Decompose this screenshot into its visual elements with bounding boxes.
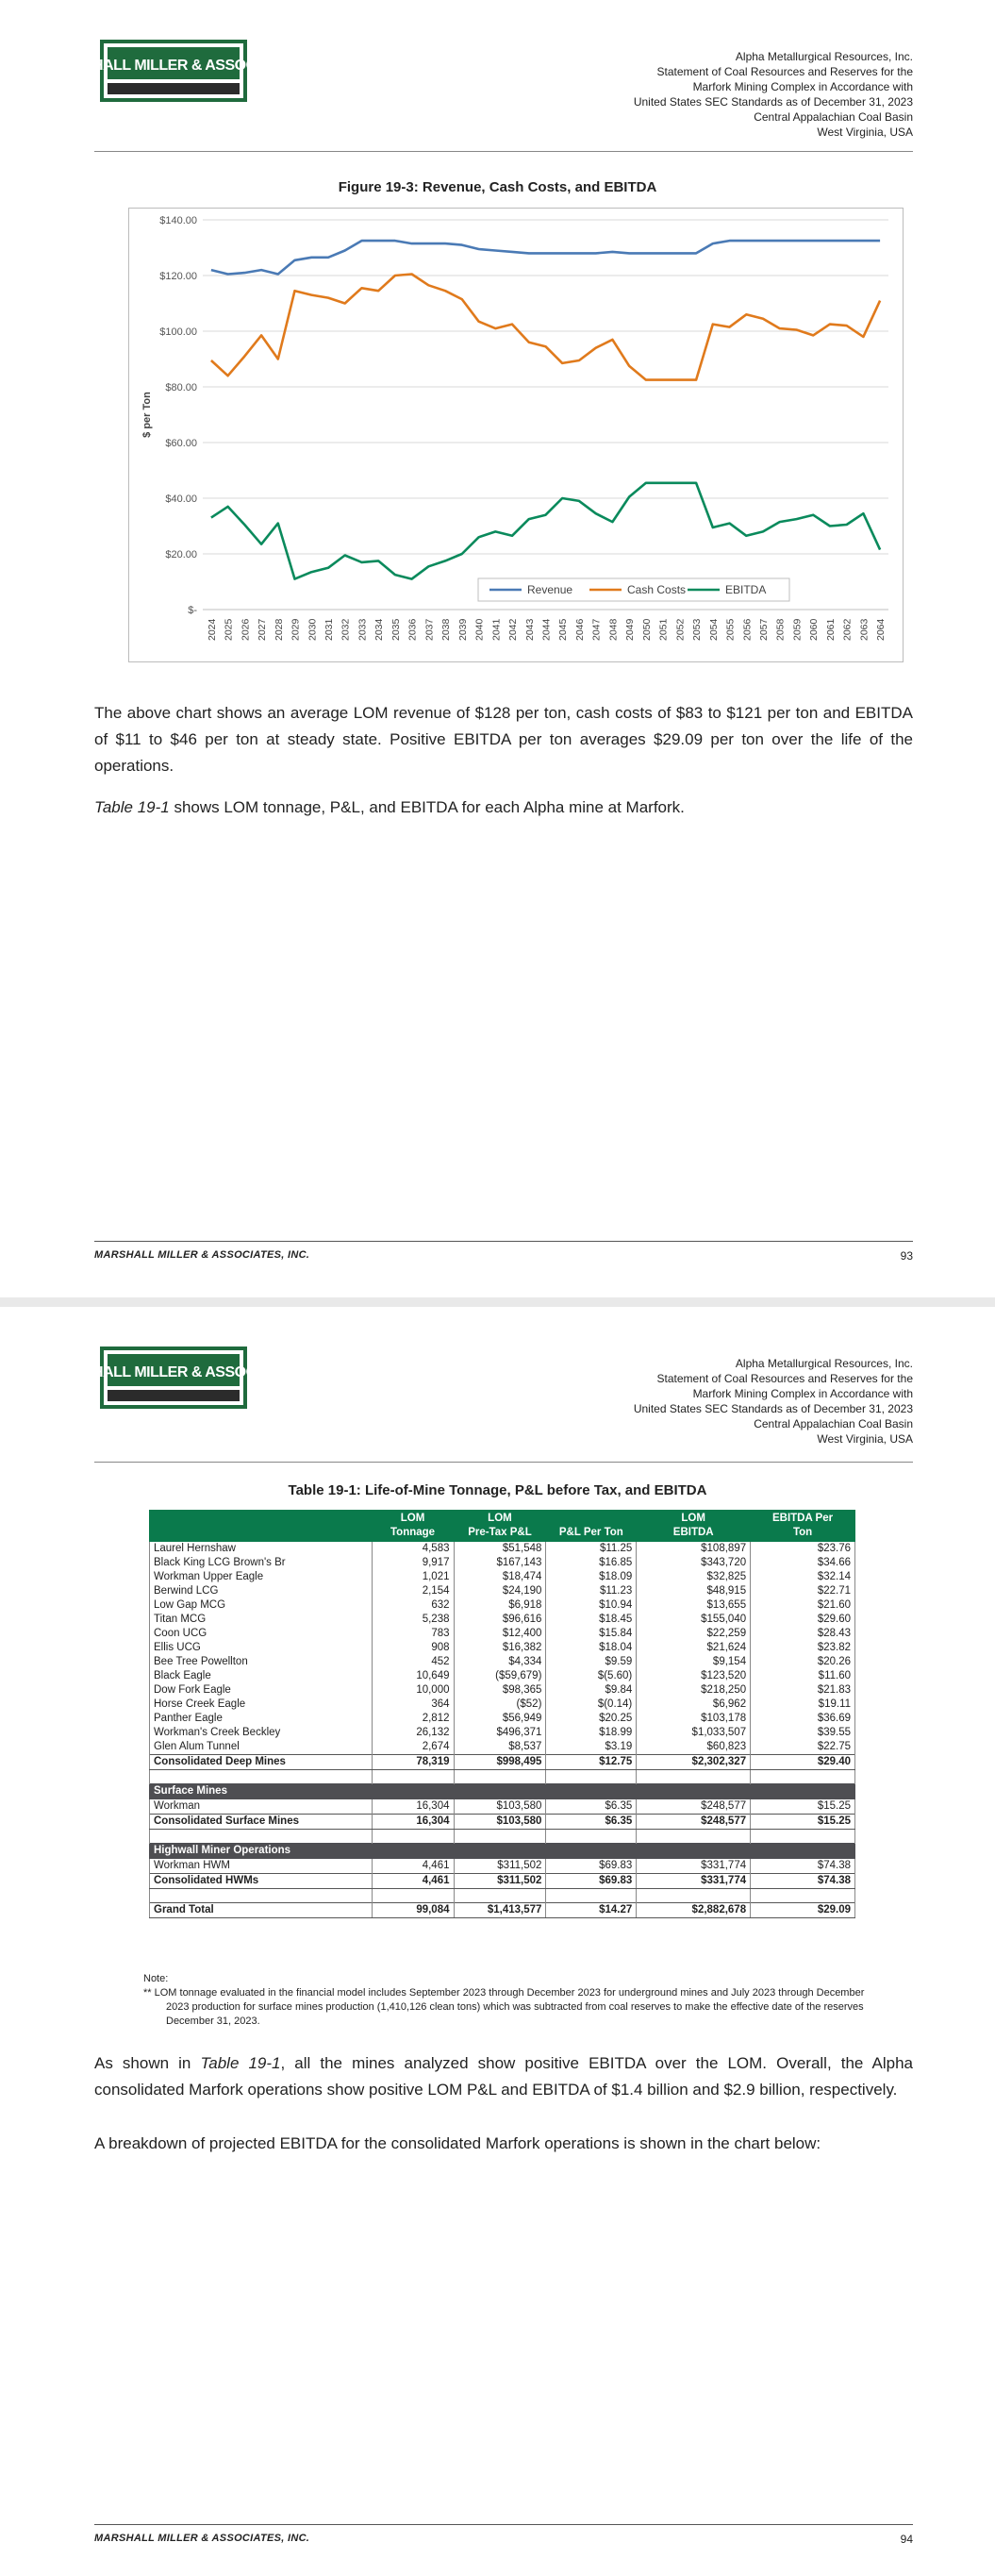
cell-value: $29.60 bbox=[751, 1613, 855, 1627]
cell-value: $248,577 bbox=[637, 1799, 751, 1815]
cell-value: $218,250 bbox=[637, 1683, 751, 1698]
cell-mine: Consolidated Surface Mines bbox=[150, 1815, 373, 1830]
cell-value: $98,365 bbox=[454, 1683, 546, 1698]
header-line5: Central Appalachian Coal Basin bbox=[754, 110, 913, 124]
table-row bbox=[150, 1683, 855, 1698]
page-94 bbox=[0, 1307, 995, 2576]
blank-row bbox=[150, 1889, 855, 1903]
cell-mine: Workman Upper Eagle bbox=[150, 1570, 373, 1584]
table-row bbox=[150, 1556, 855, 1570]
paragraph-chart-summary: The above chart shows an average LOM revenue of $128 per ton, cash costs of $83 to $121 per ton and EBITDA of $11 to $46 per ton at steady state. Positive EBITDA per ton averages $29.09 per ton over the life of the operations. bbox=[94, 704, 913, 775]
para-pre: As shown in bbox=[94, 2054, 201, 2072]
y-axis-label: $ per Ton bbox=[141, 392, 153, 438]
cell-value: $18.04 bbox=[546, 1641, 637, 1655]
x-tick-label: 2047 bbox=[590, 618, 603, 641]
line-chart bbox=[129, 209, 903, 661]
header-line3: Marfork Mining Complex in Accordance with bbox=[692, 80, 913, 93]
footer-firm: MARSHALL MILLER & ASSOCIATES, INC. bbox=[94, 1249, 310, 1261]
x-tick-label: 2031 bbox=[323, 618, 335, 641]
cell-value: $69.83 bbox=[546, 1859, 637, 1874]
cell-value: $9.84 bbox=[546, 1683, 637, 1698]
cell-value: $48,915 bbox=[637, 1584, 751, 1598]
x-tick-label: 2024 bbox=[206, 618, 218, 641]
cell-mine: Bee Tree Powellton bbox=[150, 1655, 373, 1669]
cell-value: $6.35 bbox=[546, 1799, 637, 1815]
cell-value: $103,178 bbox=[637, 1712, 751, 1726]
cell-value: 99,084 bbox=[372, 1903, 454, 1918]
cell-value: $343,720 bbox=[637, 1556, 751, 1570]
cell-mine: Consolidated Deep Mines bbox=[150, 1755, 373, 1770]
cell-value: $1,413,577 bbox=[454, 1903, 546, 1918]
logo-text: MARSHALL MILLER & ASSOCIATES bbox=[49, 58, 298, 74]
cell-value: $167,143 bbox=[454, 1556, 546, 1570]
cell-value: $13,655 bbox=[637, 1598, 751, 1613]
chart-frame bbox=[128, 208, 904, 662]
x-tick-label: 2044 bbox=[540, 618, 553, 641]
x-tick-label: 2041 bbox=[490, 618, 503, 641]
cell-value: 1,021 bbox=[372, 1570, 454, 1584]
blank-row bbox=[150, 1830, 855, 1844]
cell-value: $32.14 bbox=[751, 1570, 855, 1584]
x-tick-label: 2038 bbox=[440, 618, 453, 641]
x-tick-label: 2035 bbox=[390, 618, 402, 641]
table-title: Table 19-1: Life-of-Mine Tonnage, P&L before Tax, and EBITDA bbox=[288, 1482, 707, 1498]
x-tick-label: 2061 bbox=[824, 618, 837, 641]
header-line5: Central Appalachian Coal Basin bbox=[754, 1417, 913, 1430]
cell-value: 16,304 bbox=[372, 1815, 454, 1830]
cell-value: $103,580 bbox=[454, 1799, 546, 1815]
x-tick-label: 2039 bbox=[456, 618, 469, 641]
table-row bbox=[150, 1542, 855, 1557]
cell-value: $15.25 bbox=[751, 1799, 855, 1815]
x-tick-label: 2043 bbox=[523, 618, 536, 641]
cell-value: 783 bbox=[372, 1627, 454, 1641]
cell-value: $103,580 bbox=[454, 1815, 546, 1830]
header-line2: Statement of Coal Resources and Reserves for the bbox=[656, 1372, 913, 1385]
cell-value: $20.25 bbox=[546, 1712, 637, 1726]
table-row bbox=[150, 1740, 855, 1755]
x-tick-label: 2059 bbox=[791, 618, 804, 641]
x-tick-label: 2052 bbox=[674, 618, 687, 641]
cell-value: $311,502 bbox=[454, 1874, 546, 1889]
cell-value: $331,774 bbox=[637, 1859, 751, 1874]
cell-value: 78,319 bbox=[372, 1755, 454, 1770]
series-line-cash-costs bbox=[211, 275, 880, 380]
cell-value: $2,302,327 bbox=[637, 1755, 751, 1770]
cell-value: $36.69 bbox=[751, 1712, 855, 1726]
table-row bbox=[150, 1641, 855, 1655]
cell-mine: Dow Fork Eagle bbox=[150, 1683, 373, 1698]
y-tick-label: $60.00 bbox=[165, 438, 197, 449]
y-tick-label: $80.00 bbox=[165, 382, 197, 393]
x-tick-label: 2062 bbox=[841, 618, 854, 641]
figure-title: Figure 19-3: Revenue, Cash Costs, and EBITDA bbox=[338, 179, 657, 195]
cell-value: 632 bbox=[372, 1598, 454, 1613]
cell-value: $14.27 bbox=[546, 1903, 637, 1918]
col-header-pl: LOM Pre-Tax P&L bbox=[454, 1511, 546, 1542]
cell-value: $331,774 bbox=[637, 1874, 751, 1889]
x-tick-label: 2051 bbox=[657, 618, 670, 641]
surface-mines-total-row bbox=[150, 1815, 855, 1830]
cell-value: $496,371 bbox=[454, 1726, 546, 1740]
cell-value: 908 bbox=[372, 1641, 454, 1655]
header-line3: Marfork Mining Complex in Accordance with bbox=[692, 1387, 913, 1400]
table-row bbox=[150, 1627, 855, 1641]
x-tick-label: 2048 bbox=[607, 618, 620, 641]
table-row bbox=[150, 1598, 855, 1613]
cell-value: 2,674 bbox=[372, 1740, 454, 1755]
y-tick-label: $40.00 bbox=[165, 493, 197, 505]
cell-value: $6,918 bbox=[454, 1598, 546, 1613]
table-row bbox=[150, 1570, 855, 1584]
cell-value: $11.60 bbox=[751, 1669, 855, 1683]
cell-value: 4,461 bbox=[372, 1874, 454, 1889]
cell-value: ($52) bbox=[454, 1698, 546, 1712]
table-row bbox=[150, 1669, 855, 1683]
cell-value: ($59,679) bbox=[454, 1669, 546, 1683]
cell-mine: Black King LCG Brown's Br bbox=[150, 1556, 373, 1570]
cell-value: $29.40 bbox=[751, 1755, 855, 1770]
note-text: ** LOM tonnage evaluated in the financial model includes September 2023 through December 2023 for underground mines and July 2023 through December 2023 production for surface mines production (1,410,126 clean tons) which was subtracted from coal reserves to make the effective date of the reserves December 31, 2023. bbox=[143, 1987, 865, 2027]
cell-value: $32,825 bbox=[637, 1570, 751, 1584]
header-line4: United States SEC Standards as of December 31, 2023 bbox=[633, 1402, 913, 1415]
cell-mine: Low Gap MCG bbox=[150, 1598, 373, 1613]
table-ref: Table 19-1 bbox=[94, 798, 170, 816]
cell-value: $108,897 bbox=[637, 1542, 751, 1557]
cell-mine: Horse Creek Eagle bbox=[150, 1698, 373, 1712]
x-tick-label: 2026 bbox=[240, 618, 252, 641]
cell-value: $20.26 bbox=[751, 1655, 855, 1669]
cell-mine: Workman's Creek Beckley bbox=[150, 1726, 373, 1740]
cell-mine: Workman bbox=[150, 1799, 373, 1815]
blank-row bbox=[150, 1770, 855, 1784]
cell-value: $9.59 bbox=[546, 1655, 637, 1669]
cell-value: $21,624 bbox=[637, 1641, 751, 1655]
x-tick-label: 2063 bbox=[858, 618, 871, 641]
cell-value: $10.94 bbox=[546, 1598, 637, 1613]
x-tick-label: 2032 bbox=[340, 618, 352, 641]
cell-value: $34.66 bbox=[751, 1556, 855, 1570]
y-tick-label: $20.00 bbox=[165, 549, 197, 560]
cell-value: 9,917 bbox=[372, 1556, 454, 1570]
cell-value: $23.76 bbox=[751, 1542, 855, 1557]
series-line-revenue bbox=[211, 241, 880, 274]
header-line4: United States SEC Standards as of December 31, 2023 bbox=[633, 95, 913, 109]
cell-value: $9,154 bbox=[637, 1655, 751, 1669]
cell-mine: Workman HWM bbox=[150, 1859, 373, 1874]
cell-value: 452 bbox=[372, 1655, 454, 1669]
header-line2: Statement of Coal Resources and Reserves for the bbox=[656, 65, 913, 78]
col-header-mine bbox=[150, 1511, 373, 1542]
cell-value: $22.75 bbox=[751, 1740, 855, 1755]
x-tick-label: 2036 bbox=[406, 618, 419, 641]
cell-value: $19.11 bbox=[751, 1698, 855, 1712]
header-line6: West Virginia, USA bbox=[817, 125, 913, 139]
header-company: Alpha Metallurgical Resources, Inc. bbox=[735, 1357, 913, 1370]
series-line-ebitda bbox=[211, 483, 880, 579]
x-tick-label: 2025 bbox=[223, 618, 235, 641]
footer-firm: MARSHALL MILLER & ASSOCIATES, INC. bbox=[94, 2533, 310, 2544]
cell-value: 4,583 bbox=[372, 1542, 454, 1557]
paragraph-breakdown-intro: A breakdown of projected EBITDA for the consolidated Marfork operations is shown in the chart below: bbox=[94, 2134, 821, 2152]
cell-value: $18.45 bbox=[546, 1613, 637, 1627]
para-post: , all the mines analyzed show positive EBITDA over the LOM. Overall, the Alpha consolidated Marfork operations show positive LOM P&L and EBITDA of $1.4 billion and $2.9 billion, respectively. bbox=[94, 2054, 913, 2099]
cell-value: $74.38 bbox=[751, 1859, 855, 1874]
cell-value: 16,304 bbox=[372, 1799, 454, 1815]
cell-value: $15.25 bbox=[751, 1815, 855, 1830]
cell-mine: Panther Eagle bbox=[150, 1712, 373, 1726]
grand-total-row bbox=[150, 1903, 855, 1918]
note-label: Note: bbox=[143, 1973, 169, 1984]
x-tick-label: 2057 bbox=[758, 618, 771, 641]
cell-value: $60,823 bbox=[637, 1740, 751, 1755]
cell-value: $6.35 bbox=[546, 1815, 637, 1830]
company-logo bbox=[49, 1343, 298, 1416]
cell-value: 2,812 bbox=[372, 1712, 454, 1726]
cell-value: $69.83 bbox=[546, 1874, 637, 1889]
surface-section-header bbox=[150, 1784, 855, 1799]
cell-mine: Glen Alum Tunnel bbox=[150, 1740, 373, 1755]
cell-value: 5,238 bbox=[372, 1613, 454, 1627]
cell-value: 4,461 bbox=[372, 1859, 454, 1874]
table-row bbox=[150, 1726, 855, 1740]
x-tick-label: 2042 bbox=[507, 618, 520, 641]
cell-value: $1,033,507 bbox=[637, 1726, 751, 1740]
cell-value: 26,132 bbox=[372, 1726, 454, 1740]
y-tick-label: $120.00 bbox=[159, 271, 197, 282]
cell-value: 10,000 bbox=[372, 1683, 454, 1698]
cell-value: $3.19 bbox=[546, 1740, 637, 1755]
header-rule bbox=[94, 1462, 913, 1463]
col-header-pl-per-ton: P&L Per Ton bbox=[546, 1511, 637, 1542]
paragraph-ebitda-summary bbox=[94, 2050, 913, 2103]
cell-value: $23.82 bbox=[751, 1641, 855, 1655]
cell-mine: Ellis UCG bbox=[150, 1641, 373, 1655]
cell-value: $8,537 bbox=[454, 1740, 546, 1755]
cell-value: $18.99 bbox=[546, 1726, 637, 1740]
footer-rule bbox=[94, 2524, 913, 2525]
cell-value: 364 bbox=[372, 1698, 454, 1712]
cell-value: $(5.60) bbox=[546, 1669, 637, 1683]
cell-value: $6,962 bbox=[637, 1698, 751, 1712]
cell-value: $29.09 bbox=[751, 1903, 855, 1918]
x-tick-label: 2029 bbox=[290, 618, 302, 641]
cell-value: $311,502 bbox=[454, 1859, 546, 1874]
cell-value: $56,949 bbox=[454, 1712, 546, 1726]
cell-mine: Grand Total bbox=[150, 1903, 373, 1918]
cell-value: 2,154 bbox=[372, 1584, 454, 1598]
footer-rule bbox=[94, 1241, 913, 1242]
document-header bbox=[634, 1356, 913, 1447]
x-tick-label: 2064 bbox=[875, 618, 887, 641]
legend-label: EBITDA bbox=[725, 583, 767, 596]
x-tick-label: 2034 bbox=[373, 618, 386, 641]
cell-mine: Coon UCG bbox=[150, 1627, 373, 1641]
x-tick-label: 2037 bbox=[423, 618, 436, 641]
x-tick-label: 2056 bbox=[741, 618, 754, 641]
cell-value: $11.23 bbox=[546, 1584, 637, 1598]
x-tick-label: 2030 bbox=[307, 618, 319, 641]
cell-value: $21.60 bbox=[751, 1598, 855, 1613]
cell-value: $22,259 bbox=[637, 1627, 751, 1641]
section-label: Highwall Miner Operations bbox=[150, 1844, 373, 1859]
x-tick-label: 2046 bbox=[573, 618, 586, 641]
cell-mine: Berwind LCG bbox=[150, 1584, 373, 1598]
cell-value: $998,495 bbox=[454, 1755, 546, 1770]
company-logo bbox=[49, 36, 298, 109]
cell-value: $12.75 bbox=[546, 1755, 637, 1770]
document-header bbox=[634, 49, 913, 140]
cell-value: $18.09 bbox=[546, 1570, 637, 1584]
table-row bbox=[150, 1613, 855, 1627]
header-company: Alpha Metallurgical Resources, Inc. bbox=[735, 50, 913, 63]
cell-value: $28.43 bbox=[751, 1627, 855, 1641]
x-tick-label: 2033 bbox=[357, 618, 369, 641]
x-tick-label: 2028 bbox=[273, 618, 285, 641]
x-tick-label: 2053 bbox=[691, 618, 704, 641]
cell-value: $96,616 bbox=[454, 1613, 546, 1627]
table-row bbox=[150, 1584, 855, 1598]
table-row bbox=[150, 1799, 855, 1815]
cell-value: $15.84 bbox=[546, 1627, 637, 1641]
cell-value: $39.55 bbox=[751, 1726, 855, 1740]
cell-value: $18,474 bbox=[454, 1570, 546, 1584]
y-tick-label: $140.00 bbox=[159, 215, 197, 226]
legend-label: Revenue bbox=[527, 583, 573, 596]
cell-value: $11.25 bbox=[546, 1542, 637, 1557]
x-tick-label: 2045 bbox=[557, 618, 570, 641]
logo-text: MARSHALL MILLER & ASSOCIATES bbox=[49, 1364, 298, 1380]
col-header-ebitda-per-ton: EBITDA Per Ton bbox=[751, 1511, 855, 1542]
table-intro-text: shows LOM tonnage, P&L, and EBITDA for each Alpha mine at Marfork. bbox=[169, 798, 685, 816]
x-tick-label: 2058 bbox=[774, 618, 787, 641]
lom-table bbox=[149, 1510, 855, 1918]
cell-mine: Titan MCG bbox=[150, 1613, 373, 1627]
table-row bbox=[150, 1655, 855, 1669]
cell-value: $(0.14) bbox=[546, 1698, 637, 1712]
cell-value: $123,520 bbox=[637, 1669, 751, 1683]
table-ref: Table 19-1 bbox=[200, 2054, 281, 2072]
x-tick-label: 2050 bbox=[640, 618, 653, 641]
table-header-row bbox=[150, 1511, 855, 1542]
header-rule bbox=[94, 151, 913, 152]
x-tick-label: 2055 bbox=[724, 618, 737, 641]
x-tick-label: 2040 bbox=[473, 618, 486, 641]
x-tick-label: 2060 bbox=[808, 618, 821, 641]
cell-value: $2,882,678 bbox=[637, 1903, 751, 1918]
cell-value: 10,649 bbox=[372, 1669, 454, 1683]
hwm-section-header bbox=[150, 1844, 855, 1859]
page-number: 94 bbox=[900, 2533, 913, 2546]
cell-value: $16.85 bbox=[546, 1556, 637, 1570]
col-header-tonnage: LOM Tonnage bbox=[372, 1511, 454, 1542]
y-tick-label: $100.00 bbox=[159, 326, 197, 338]
cell-value: $248,577 bbox=[637, 1815, 751, 1830]
x-tick-label: 2027 bbox=[257, 618, 269, 641]
cell-value: $74.38 bbox=[751, 1874, 855, 1889]
cell-value: $22.71 bbox=[751, 1584, 855, 1598]
page-number: 93 bbox=[900, 1249, 913, 1263]
cell-value: $4,334 bbox=[454, 1655, 546, 1669]
x-tick-label: 2054 bbox=[707, 618, 720, 641]
header-line6: West Virginia, USA bbox=[817, 1432, 913, 1446]
table-row bbox=[150, 1698, 855, 1712]
hwm-total-row bbox=[150, 1874, 855, 1889]
legend-label: Cash Costs bbox=[627, 583, 687, 596]
cell-mine: Black Eagle bbox=[150, 1669, 373, 1683]
table-row bbox=[150, 1859, 855, 1874]
table-note bbox=[143, 1972, 888, 2029]
cell-mine: Consolidated HWMs bbox=[150, 1874, 373, 1889]
paragraph-table-intro bbox=[94, 795, 913, 821]
cell-value: $16,382 bbox=[454, 1641, 546, 1655]
x-tick-label: 2049 bbox=[624, 618, 637, 641]
table-row bbox=[150, 1712, 855, 1726]
col-header-ebitda: LOM EBITDA bbox=[637, 1511, 751, 1542]
cell-value: $21.83 bbox=[751, 1683, 855, 1698]
cell-value: $51,548 bbox=[454, 1542, 546, 1557]
cell-value: $12,400 bbox=[454, 1627, 546, 1641]
deep-mines-total-row bbox=[150, 1755, 855, 1770]
section-label: Surface Mines bbox=[150, 1784, 373, 1799]
y-tick-label: $- bbox=[188, 605, 197, 616]
cell-value: $24,190 bbox=[454, 1584, 546, 1598]
cell-mine: Laurel Hernshaw bbox=[150, 1542, 373, 1557]
cell-value: $155,040 bbox=[637, 1613, 751, 1627]
